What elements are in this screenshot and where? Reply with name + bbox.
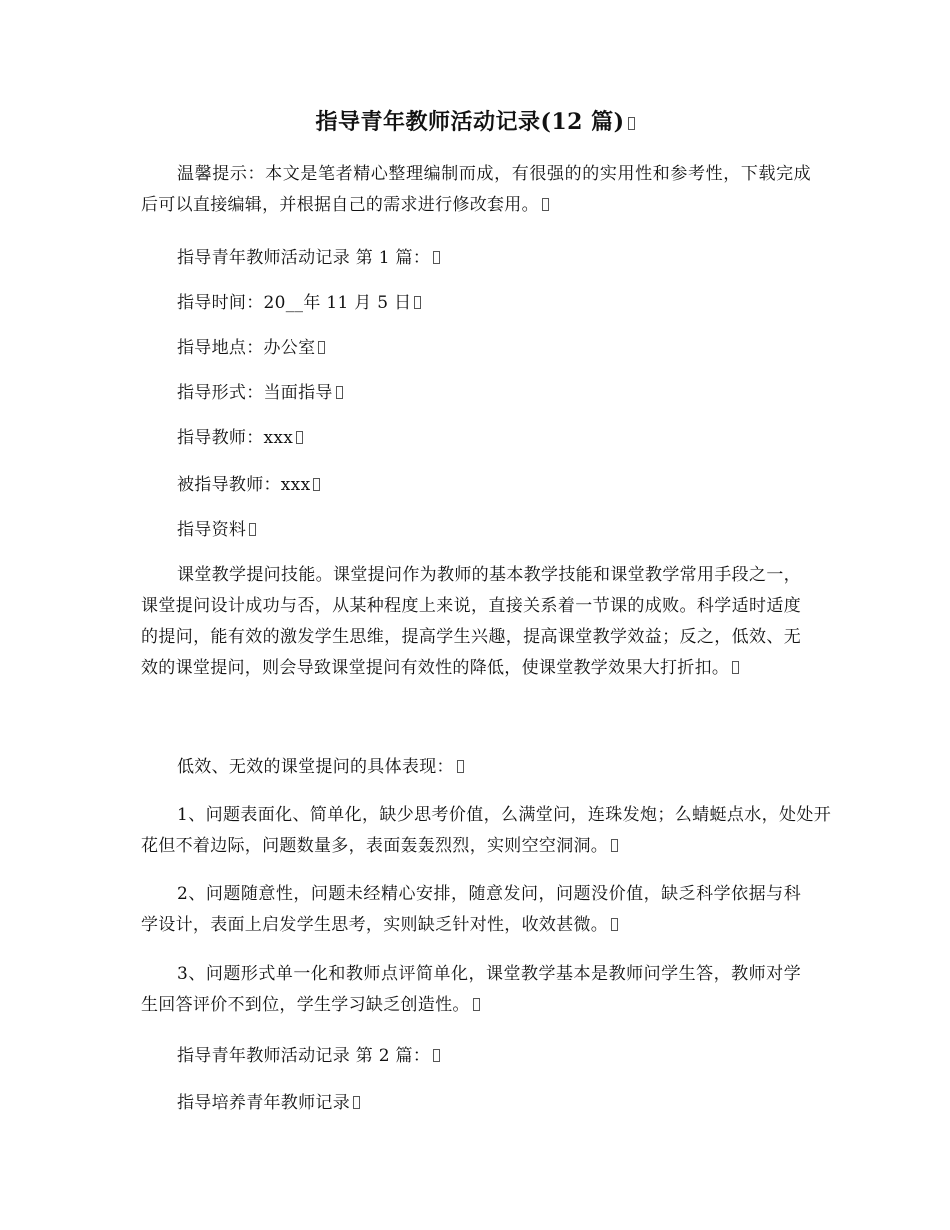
paragraph-mark-icon bbox=[457, 760, 464, 773]
guided-teacher: 被指导教师：xxx bbox=[141, 470, 801, 501]
paragraph-mark-icon bbox=[542, 198, 549, 211]
paragraph-mark-icon bbox=[336, 386, 343, 399]
paragraph-mark-icon bbox=[611, 918, 618, 931]
section-heading-2: 指导青年教师活动记录 第 2 篇： bbox=[141, 1041, 801, 1072]
guidance-form: 指导形式：当面指导 bbox=[141, 378, 801, 409]
tip-paragraph: 温馨提示：本文是笔者精心整理编制而成，有很强的的实用性和参考性，下载完成后可以直接编辑，并根据自己的需求进行修改套用。 bbox=[141, 164, 811, 215]
paragraph-mark-icon bbox=[318, 341, 325, 354]
list-item-3: 3、问题形式单一化和教师点评简单化，课堂教学基本是教师问学生答，教师对学生回答评价不到位，学生学习缺乏创造性。 bbox=[141, 964, 801, 1015]
section-heading-1: 指导青年教师活动记录 第 1 篇： bbox=[141, 243, 801, 274]
list-item-1: 1、问题表面化、简单化，缺少思考价值，么满堂问，连珠发炮；么蜻蜓点水，处处开花但不着边际，问题数量多，表面轰轰烈烈，实则空空洞洞。 bbox=[141, 805, 831, 856]
paragraph-mark-icon bbox=[611, 839, 618, 852]
training-record-heading: 指导培养青年教师记录 bbox=[141, 1088, 801, 1119]
questioning-skill-paragraph: 课堂教学提问技能。课堂提问作为教师的基本教学技能和课堂教学常用手段之一，课堂提问设计成功与否，从某种程度上来说，直接关系着一节课的成败。科学适时适度的提问，能有效的激发学生思维，提高学生兴趣，提高课堂教学效益；反之，低效、无效的课堂提问，则会导致课堂提问有效性的降低，使课堂教学效果大打折扣。 bbox=[141, 565, 801, 678]
paragraph-mark-icon bbox=[249, 523, 256, 536]
guidance-teacher: 指导教师：xxx bbox=[141, 423, 801, 454]
paragraph-mark-icon bbox=[473, 998, 480, 1011]
paragraph-mark-icon bbox=[414, 296, 421, 309]
ineffective-questioning-heading: 低效、无效的课堂提问的具体表现： bbox=[141, 752, 801, 783]
paragraph-mark-icon bbox=[433, 251, 440, 264]
guidance-materials-heading: 指导资料 bbox=[141, 515, 801, 546]
guidance-location: 指导地点：办公室 bbox=[141, 333, 801, 364]
document-title-text: 指导青年教师活动记录(12 篇) bbox=[315, 109, 625, 135]
paragraph-mark-icon bbox=[628, 117, 635, 130]
document-title bbox=[0, 104, 950, 140]
paragraph-mark-icon bbox=[296, 431, 303, 444]
list-item-2: 2、问题随意性，问题未经精心安排，随意发问，问题没价值，缺乏科学依据与科学设计，表面上启发学生思考，实则缺乏针对性，收效甚微。 bbox=[141, 884, 801, 935]
guidance-time: 指导时间：20__年 11 月 5 日 bbox=[141, 288, 801, 319]
paragraph-mark-icon bbox=[433, 1049, 440, 1062]
paragraph-mark-icon bbox=[732, 661, 739, 674]
paragraph-mark-icon bbox=[313, 478, 320, 491]
paragraph-mark-icon bbox=[353, 1096, 360, 1109]
